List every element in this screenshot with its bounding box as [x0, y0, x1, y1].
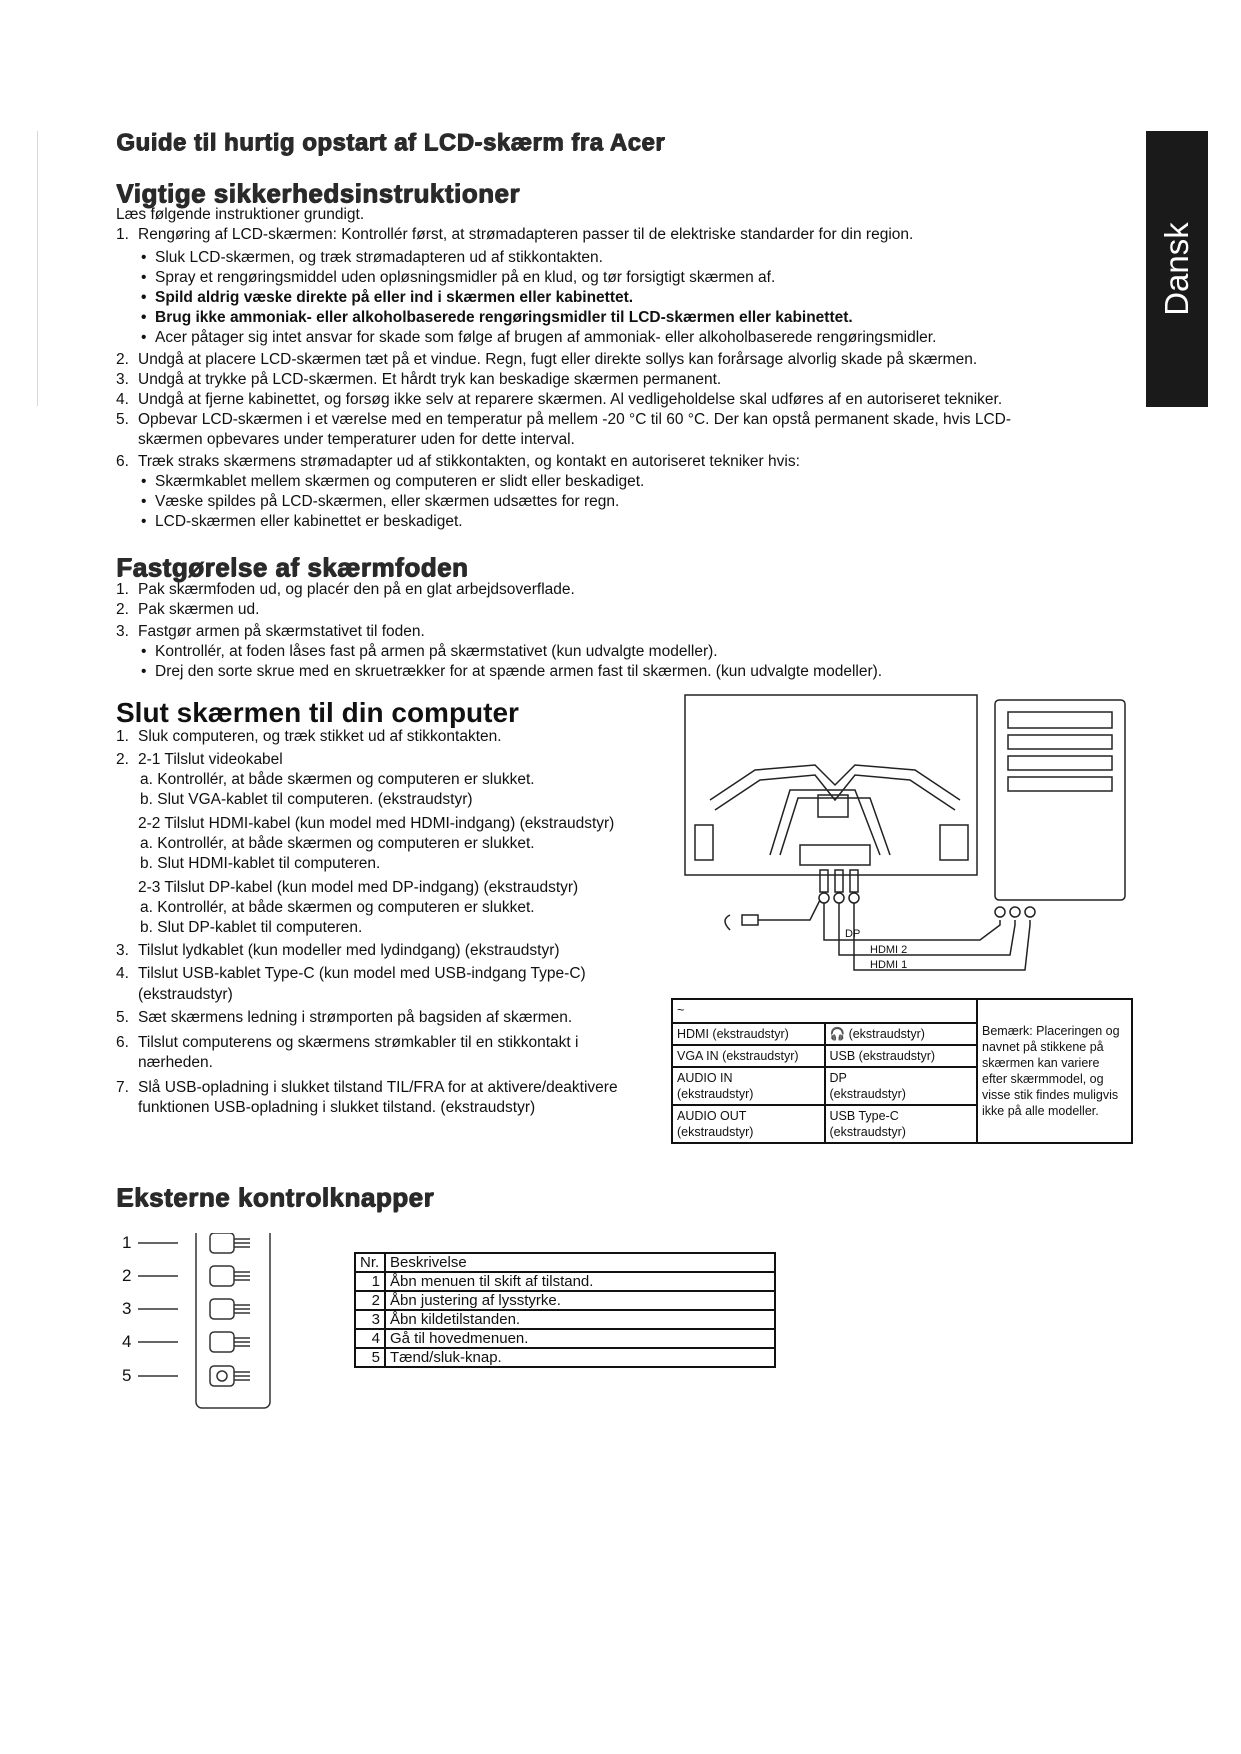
- connect-step-cont: nærheden.: [138, 1054, 213, 1071]
- diagram-label-dp: DP: [845, 928, 861, 940]
- controls-row-nr: 2: [355, 1291, 385, 1310]
- connect-step: Tilslut lydkablet (kun modeller med lydindgang) (ekstraudstyr): [138, 942, 560, 959]
- pc-outline: [995, 700, 1125, 900]
- controls-row: [355, 1348, 775, 1367]
- button-number: 4: [122, 1332, 132, 1351]
- safety-bullet-warning: • Brug ikke ammoniak- eller alkoholbaserede rengøringsmidler til LCD-skærmen eller kabinettet.: [155, 308, 853, 328]
- language-tab-label: Dansk: [1158, 222, 1195, 316]
- connect-step-cont: (ekstraudstyr): [138, 986, 233, 1003]
- safety-bullet-warning: • Spild aldrig væske direkte på eller ind i skærmen eller kabinettet.: [155, 288, 633, 308]
- connect-step-num: 6.: [116, 1034, 129, 1051]
- safety-bullet: • Sluk LCD-skærmen, og træk strømadapteren ud af stikkontakten.: [155, 248, 603, 268]
- stand-item: Pak skærmen ud.: [138, 601, 260, 618]
- controls-row-desc: Åbn justering af lysstyrke.: [385, 1291, 775, 1310]
- safety-item-5-num: 5.: [116, 411, 129, 428]
- button-number: 1: [122, 1233, 132, 1252]
- port-dp: DP (ekstraudstyr): [825, 1067, 978, 1105]
- port-hdmi: HDMI (ekstraudstyr): [672, 1023, 825, 1045]
- port-vga: VGA IN (ekstraudstyr): [672, 1045, 825, 1067]
- safety-item-6: Træk straks skærmens strømadapter ud af stikkontakten, og kontakt en autoriseret tekniker hvis:: [138, 453, 800, 470]
- connect-step: 2-2 Tilslut HDMI-kabel (kun model med HDMI-indgang) (ekstraudstyr): [138, 815, 615, 832]
- connect-step-num: 3.: [116, 942, 129, 959]
- language-tab: [1146, 131, 1208, 407]
- page-title: Guide til hurtig opstart af LCD-skærm fra Acer: [116, 129, 665, 156]
- controls-row: [355, 1329, 775, 1348]
- monitor-outline: [685, 695, 977, 875]
- connection-diagram: [680, 690, 1140, 990]
- button-number: 2: [122, 1266, 132, 1285]
- stand-item-num: 3.: [116, 623, 129, 640]
- stand-item: Fastgør armen på skærmstativet til foden.: [138, 623, 425, 640]
- diagram-label-hdmi2: HDMI 2: [870, 944, 908, 956]
- safety-bullet: • Væske spildes på LCD-skærmen, eller skærmen udsættes for regn.: [155, 492, 619, 512]
- controls-row: [355, 1310, 775, 1329]
- port-usb: USB (ekstraudstyr): [825, 1045, 978, 1067]
- connect-step-cont: funktionen USB-opladning i slukket tilstand. (ekstraudstyr): [138, 1099, 536, 1116]
- connect-step: Sluk computeren, og træk stikket ud af stikkontakten.: [138, 728, 502, 745]
- connect-step-num: 1.: [116, 728, 129, 745]
- connect-substep: b. Slut DP-kablet til computeren.: [140, 919, 363, 936]
- controls-header-nr: Nr.: [355, 1253, 385, 1272]
- stand-heading: Fastgørelse af skærmfoden: [116, 552, 469, 582]
- safety-bullet: • Skærmkablet mellem skærmen og computeren er slidt eller beskadiget.: [155, 472, 644, 492]
- controls-row-nr: 5: [355, 1348, 385, 1367]
- ports-table: [671, 998, 1133, 1144]
- connect-substep: b. Slut HDMI-kablet til computeren.: [140, 855, 381, 872]
- button-number: 5: [122, 1366, 132, 1385]
- connect-step: Slå USB-opladning i slukket tilstand TIL/FRA for at aktivere/deaktivere: [138, 1079, 618, 1096]
- controls-row-nr: 1: [355, 1272, 385, 1291]
- controls-table: [354, 1252, 776, 1368]
- port-usbc: USB Type-C (ekstraudstyr): [825, 1105, 978, 1143]
- headphone-icon: 🎧: [829, 1027, 846, 1041]
- controls-row-nr: 4: [355, 1329, 385, 1348]
- safety-intro: Læs følgende instruktioner grundigt.: [116, 206, 365, 223]
- connect-step: Tilslut USB-kablet Type-C (kun model med USB-indgang Type-C): [138, 965, 586, 982]
- connect-step: 2-1 Tilslut videokabel: [138, 751, 283, 768]
- ports-note: Bemærk: Placeringen og navnet på stikkene på skærmen kan variere efter skærmmodel, og visse stik findes muligvis ikke på alle modeller.: [977, 999, 1132, 1143]
- button-number: 3: [122, 1299, 132, 1318]
- port-audio-in: AUDIO IN (ekstraudstyr): [672, 1067, 825, 1105]
- connect-step: Tilslut computerens og skærmens strømkabler til en stikkontakt i: [138, 1034, 579, 1051]
- safety-item-1-num: 1.: [116, 226, 129, 243]
- safety-item-2: Undgå at placere LCD-skærmen tæt på et vindue. Regn, fugt eller direkte sollys kan forårsage alvorlig skade på skærmen.: [138, 351, 978, 368]
- controls-row-nr: 3: [355, 1310, 385, 1329]
- port-audio-out: AUDIO OUT (ekstraudstyr): [672, 1105, 825, 1143]
- button-diagram: [118, 1233, 278, 1413]
- stand-item: Pak skærmfoden ud, og placér den på en glat arbejdsoverflade.: [138, 581, 575, 598]
- controls-row-desc: Tænd/sluk-knap.: [385, 1348, 775, 1367]
- safety-bullet: • LCD-skærmen eller kabinettet er beskadiget.: [155, 512, 463, 532]
- connect-step-num: 5.: [116, 1009, 129, 1026]
- margin-rule: [37, 131, 38, 406]
- connect-step-num: 2.: [116, 751, 129, 768]
- safety-bullet: • Acer påtager sig intet ansvar for skade som følge af brugen af ammoniak- eller alkoholbaserede rengøringsmidler.: [155, 328, 936, 348]
- controls-row: [355, 1291, 775, 1310]
- safety-item-3: Undgå at trykke på LCD-skærmen. Et hårdt tryk kan beskadige skærmen permanent.: [138, 371, 722, 388]
- port-power: ~: [672, 999, 977, 1023]
- safety-item-4: Undgå at fjerne kabinettet, og forsøg ikke selv at reparere skærmen. Al vedligeholdelse skal udføres af en autoriseret tekniker.: [138, 391, 1003, 408]
- safety-item-1: Rengøring af LCD-skærmen: Kontrollér først, at strømadapteren passer til de elektriske standarder for din region.: [138, 226, 914, 243]
- safety-bullet: • Spray et rengøringsmiddel uden opløsningsmidler på en klud, og tør forsigtigt skærmen af.: [155, 268, 775, 288]
- stand-item-num: 2.: [116, 601, 129, 618]
- port-headphone-label: (ekstraudstyr): [848, 1027, 925, 1041]
- diagram-label-hdmi1: HDMI 1: [870, 959, 908, 971]
- stand-bullet: • Kontrollér, at foden låses fast på armen på skærmstativet (kun udvalgte modeller).: [155, 642, 718, 662]
- controls-row-desc: Gå til hovedmenuen.: [385, 1329, 775, 1348]
- connect-substep: b. Slut VGA-kablet til computeren. (ekstraudstyr): [140, 791, 473, 808]
- safety-item-6-num: 6.: [116, 453, 129, 470]
- connect-heading: Slut skærmen til din computer: [116, 697, 519, 728]
- connect-step: Sæt skærmens ledning i strømporten på bagsiden af skærmen.: [138, 1009, 573, 1026]
- controls-row-desc: Åbn kildetilstanden.: [385, 1310, 775, 1329]
- port-headphone: [825, 1023, 978, 1045]
- controls-row: [355, 1272, 775, 1291]
- connect-substep: a. Kontrollér, at både skærmen og computeren er slukket.: [140, 835, 535, 852]
- connect-step-num: 7.: [116, 1079, 129, 1096]
- controls-header-desc: Beskrivelse: [385, 1253, 775, 1272]
- safety-heading: Vigtige sikkerhedsinstruktioner: [116, 178, 520, 208]
- safety-item-2-num: 2.: [116, 351, 129, 368]
- safety-item-5: Opbevar LCD-skærmen i et værelse med en temperatur på mellem -20 °C til 60 °C. Der kan opstå permanent skade, hvis LCD-: [138, 411, 1011, 428]
- controls-row-desc: Åbn menuen til skift af tilstand.: [385, 1272, 775, 1291]
- button-panel-drawing: [118, 1233, 278, 1413]
- safety-item-3-num: 3.: [116, 371, 129, 388]
- controls-heading: Eksterne kontrolknapper: [116, 1182, 434, 1212]
- connect-step-num: 4.: [116, 965, 129, 982]
- connect-substep: a. Kontrollér, at både skærmen og computeren er slukket.: [140, 771, 535, 788]
- safety-item-4-num: 4.: [116, 391, 129, 408]
- stand-item-num: 1.: [116, 581, 129, 598]
- connect-step: 2-3 Tilslut DP-kabel (kun model med DP-indgang) (ekstraudstyr): [138, 879, 579, 896]
- connect-substep: a. Kontrollér, at både skærmen og computeren er slukket.: [140, 899, 535, 916]
- safety-item-5-cont: skærmen opbevares under temperaturer uden for dette interval.: [138, 431, 575, 448]
- stand-bullet: • Drej den sorte skrue med en skruetrækker for at spænde armen fast til skærmen. (kun udvalgte modeller).: [155, 662, 882, 682]
